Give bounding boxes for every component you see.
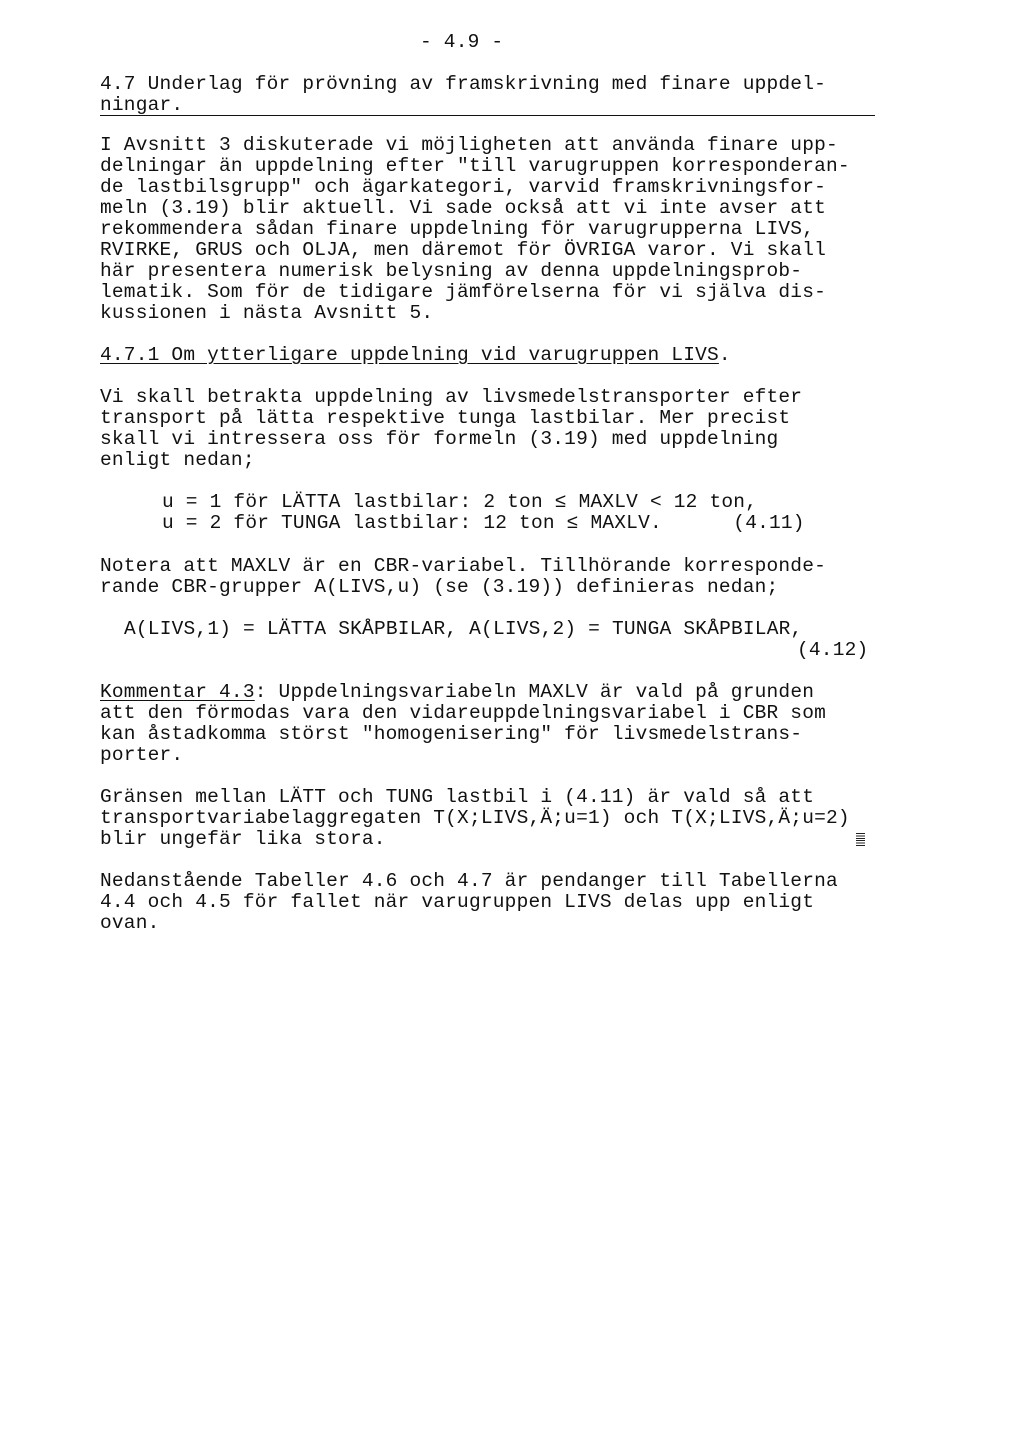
comment-text: : Uppdelningsvariabeln MAXLV är vald på grunden: [254, 681, 815, 703]
paragraph-line: de lastbilsgrupp" och ägarkategori, varvid framskrivningsfor-: [100, 176, 827, 198]
comment-line: porter.: [100, 744, 184, 766]
paragraph-line: blir ungefär lika stora.: [100, 828, 386, 850]
paragraph-line: transport på lätta respektive tunga lastbilar. Mer precist: [100, 407, 791, 429]
formula-line: u = 1 för LÄTTA lastbilar: 2 ton ≤ MAXLV < 12 ton,: [162, 491, 758, 513]
section-heading-line-2: ningar.: [100, 94, 184, 116]
section-heading-line-1: 4.7 Underlag för prövning av framskrivning med finare uppdel-: [100, 73, 827, 95]
comment-line: [100, 682, 814, 703]
comment-label: Kommentar 4.3: [100, 681, 255, 703]
paragraph-line: Notera att MAXLV är en CBR-variabel. Tillhörande korresponde-: [100, 555, 827, 577]
formula-line: u = 2 för TUNGA lastbilar: 12 ton ≤ MAXLV. (4.11): [162, 512, 805, 534]
subsection-heading-text: 4.7.1 Om ytterligare uppdelning vid varugruppen LIVS: [100, 344, 719, 366]
paragraph-line: delningar än uppdelning efter "till varugruppen korresponderan-: [100, 155, 850, 177]
paragraph-line: meln (3.19) blir aktuell. Vi sade också att vi inte avser att: [100, 197, 827, 219]
paragraph-line: transportvariabelaggregaten T(X;LIVS,Ä;u=1) och T(X;LIVS,Ä;u=2): [100, 807, 850, 829]
heading-underline: [100, 115, 875, 116]
formula-line: A(LIVS,1) = LÄTTA SKÅPBILAR, A(LIVS,2) = TUNGA SKÅPBILAR,: [124, 618, 803, 640]
equation-number: (4.12): [797, 639, 869, 661]
paragraph-line: lematik. Som för de tidigare jämförelserna för vi själva dis-: [100, 281, 827, 303]
page-number: - 4.9 -: [420, 31, 504, 53]
subsection-heading-period: .: [718, 344, 731, 366]
paragraph-line: RVIRKE, GRUS och OLJA, men däremot för ÖVRIGA varor. Vi skall: [100, 239, 827, 261]
paragraph-line: kussionen i nästa Avsnitt 5.: [100, 302, 434, 324]
paragraph-line: Nedanstående Tabeller 4.6 och 4.7 är pendanger till Tabellerna: [100, 870, 838, 892]
paragraph-line: Gränsen mellan LÄTT och TUNG lastbil i (4.11) är vald så att: [100, 786, 815, 808]
paragraph-line: rande CBR-grupper A(LIVS,u) (se (3.19)) definieras nedan;: [100, 576, 779, 598]
comment-line: kan åstadkomma störst "homogenisering" för livsmedelstrans-: [100, 723, 803, 745]
paragraph-line: här presentera numerisk belysning av denna uppdelningsprob-: [100, 260, 803, 282]
paragraph-line: Vi skall betrakta uppdelning av livsmedelstransporter efter: [100, 386, 803, 408]
comment-line: att den förmodas vara den vidareuppdelningsvariabel i CBR som: [100, 702, 827, 724]
paragraph-line: skall vi intressera oss för formeln (3.19) med uppdelning: [100, 428, 779, 450]
end-of-comment-marker-icon: [856, 833, 865, 846]
paragraph-line: enligt nedan;: [100, 449, 255, 471]
subsection-heading: [100, 345, 731, 366]
paragraph-line: rekommendera sådan finare uppdelning för varugrupperna LIVS,: [100, 218, 815, 240]
paragraph-line: I Avsnitt 3 diskuterade vi möjligheten att använda finare upp-: [100, 134, 838, 156]
paragraph-line: ovan.: [100, 912, 160, 934]
paragraph-line: 4.4 och 4.5 för fallet när varugruppen LIVS delas upp enligt: [100, 891, 815, 913]
